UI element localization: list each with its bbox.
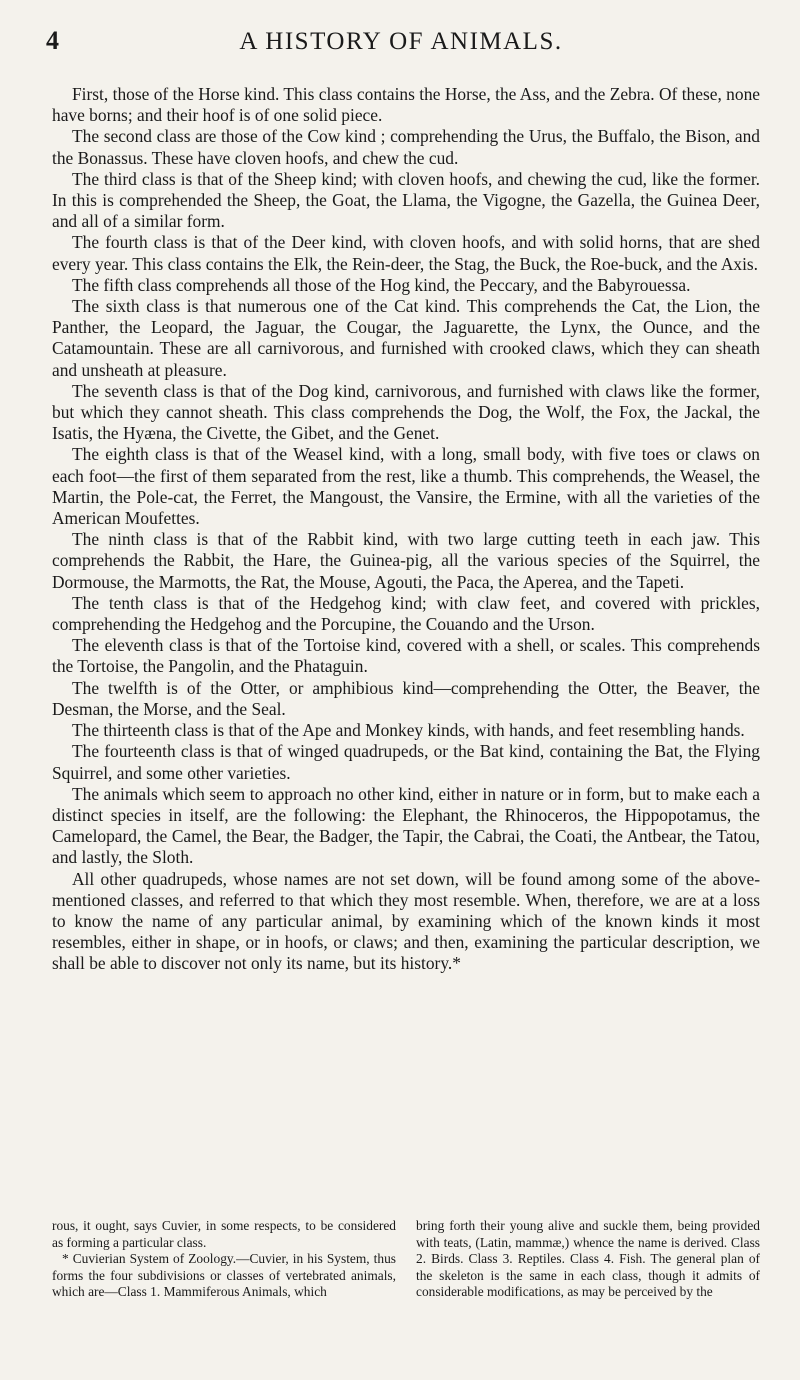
paragraph-deer-class: The fourth class is that of the Deer kind, with cloven hoofs, and with solid horns, that are shed every year. This class contains the Elk, the Rein-deer, the Stag, the Buck, the Roe-buck, and the Axis. [52, 232, 760, 274]
paragraph-hedgehog-class: The tenth class is that of the Hedgehog kind; with claw feet, and covered with prickles, comprehending the Hedgehog and the Porcupine, the Couando and the Urson. [52, 592, 760, 635]
footnotes [52, 1218, 760, 1301]
paragraph-sheep-class: The third class is that of the Sheep kind; with cloven hoofs, and chewing the cud, like the former. In this is comprehended the Sheep, the Goat, the Llama, the Vigogne, the Gazella, the Guinea Deer, and all of a similar form. [52, 168, 760, 232]
footnote-continuation: rous, it ought, says Cuvier, in some respects, to be considered as forming a particular class. [52, 1218, 396, 1250]
paragraph-hog-class: The fifth class comprehends all those of the Hog kind, the Peccary, and the Babyrouessa. [72, 274, 691, 295]
running-title: A HISTORY OF ANIMALS. [239, 28, 563, 55]
paragraph-cat-class: The sixth class is that numerous one of the Cat kind. This comprehends the Cat, the Lion, the Panther, the Leopard, the Jaguar, the Cougar, the Jaguarette, the Lynx, the Ounce, and the Catamountain. These are all carnivorous, and furnished with crooked claws, which they can sheath and unsheath at pleasure. [52, 296, 760, 380]
paragraph-bat-class: The fourteenth class is that of winged quadrupeds, or the Bat kind, containing the Bat, the Flying Squirrel, and some other varieties. [52, 741, 760, 783]
paragraph-ape-class: The thirteenth class is that of the Ape and Monkey kinds, with hands, and feet resembling hands. [72, 720, 745, 741]
paragraph-other-quadrupeds: All other quadrupeds, whose names are not set down, will be found among some of the above-mentioned classes, and referred to that which they most resemble. When, therefore, we are at a loss to know the name of any particular animal, by examining which of the known kinds it most resembles, either in shape, or in hoofs, or claws; and then, examining the particular description, we shall be able to discover not only its name, but its history.* [52, 868, 760, 974]
body-text [52, 84, 760, 975]
paragraph-weasel-class: The eighth class is that of the Weasel kind, with a long, small body, with five toes or claws on each foot—the first of them separated from the rest, like a thumb. This comprehends, the Weasel, the Martin, the Pole-cat, the Ferret, the Mangoust, the Vansire, the Ermine, with all the varieties of the American Moufettes. [52, 444, 760, 529]
footnote-right-column [416, 1218, 760, 1301]
footnote-classes: bring forth their young alive and suckle them, being provided with teats, (Latin, mammæ,) whence the name is derived. Class 2. Birds. Class 3. Reptiles. Class 4. Fish. The general plan of the skeleton is the same in each class, though it admits of considerable modifications, as may be perceived by the [416, 1218, 760, 1300]
paragraph-tortoise-class: The eleventh class is that of the Tortoise kind, covered with a shell, or scales. This comprehends the Tortoise, the Pangolin, and the Phataguin. [52, 635, 760, 677]
paragraph-cow-class: The second class are those of the Cow kind ; comprehending the Urus, the Buffalo, the Bison, and the Bonassus. These have cloven hoofs, and chew the cud. [52, 126, 760, 168]
paragraph-distinct-species: The animals which seem to approach no other kind, either in nature or in form, but to make each a distinct species in itself, are the following: the Elephant, the Rhinoceros, the Hippopotamus, the Camelopard, the Camel, the Bear, the Badger, the Tapir, the Cabrai, the Coati, the Antbear, the Tatou, and lastly, the Sloth. [52, 783, 760, 868]
page-header [46, 22, 756, 62]
paragraph-otter-class: The twelfth is of the Otter, or amphibious kind—comprehending the Otter, the Beaver, the Desman, the Morse, and the Seal. [52, 677, 760, 719]
footnote-cuvierian-system: * Cuvierian System of Zoology.—Cuvier, in his System, thus forms the four subdivisions or classes of vertebrated animals, which are—Class 1. Mammiferous Animals, which [52, 1251, 396, 1300]
paragraph-horse-class: First, those of the Horse kind. This class contains the Horse, the Ass, and the Zebra. Of these, none have borns; and their hoof is of one solid piece. [52, 84, 760, 126]
paragraph-rabbit-class: The ninth class is that of the Rabbit kind, with two large cutting teeth in each jaw. This comprehends the Rabbit, the Hare, the Guinea-pig, all the various species of the Squirrel, the Dormouse, the Marmotts, the Rat, the Mouse, Agouti, the Paca, the Aperea, and the Tapeti. [52, 529, 760, 592]
paragraph-dog-class: The seventh class is that of the Dog kind, carnivorous, and furnished with claws like the former, but which they cannot sheath. This class comprehends the Dog, the Wolf, the Fox, the Jackal, the Isatis, the Hyæna, the Civette, the Gibet, and the Genet. [52, 380, 760, 444]
footnote-left-column [52, 1218, 396, 1301]
page-number: 4 [46, 26, 59, 55]
